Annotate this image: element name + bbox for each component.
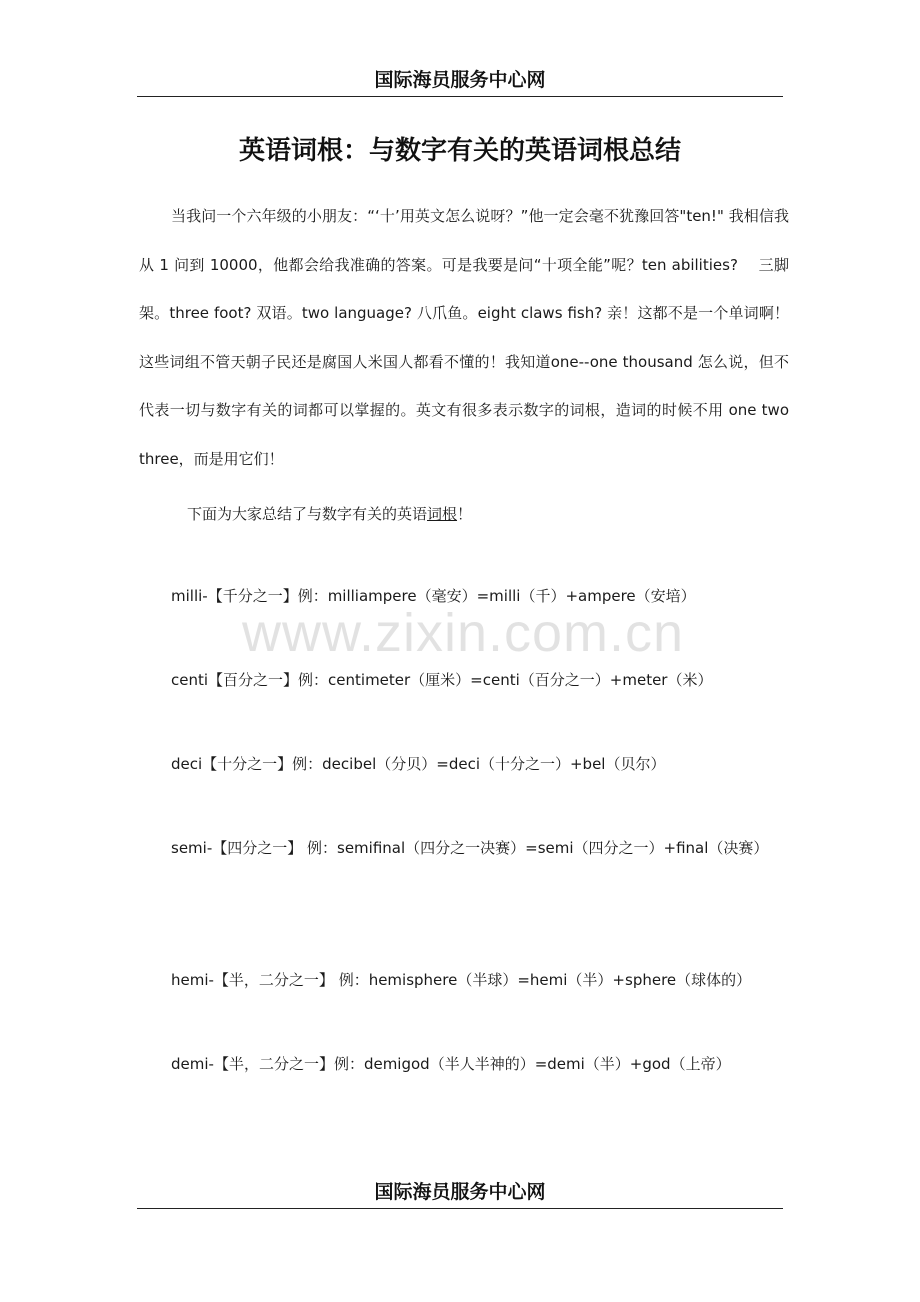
entry-centi: centi【百分之一】例：centimeter（厘米）=centi（百分之一）+meter（米） [171, 671, 713, 689]
entry-milli: milli-【千分之一】例：milliampere（毫安）=milli（千）+ampere（安培） [171, 587, 696, 605]
summary-prefix: 下面为大家总结了与数字有关的英语 [187, 505, 428, 523]
entry-deci: deci【十分之一】例：decibel（分贝）=deci（十分之一）+bel（贝尔） [171, 755, 666, 773]
summary-suffix: ！ [457, 505, 473, 523]
page-header [137, 66, 783, 97]
entry-demi: demi-【半，二分之一】例：demigod（半人半神的）=demi（半）+god（上帝） [171, 1055, 731, 1073]
summary-link-word[interactable]: 词根 [427, 505, 458, 523]
intro-paragraph: 当我问一个六年级的小朋友：“‘十’用英文怎么说呀？”他一定会毫不犹豫回答"ten!" 我相信我从 1 问到 10000，他都会给我准确的答案。可是我要是问“十项全能”呢？ten abilities? 三脚架。three foot? 双语。two language? 八爪鱼。eight claws fish? 亲！这都不是一个单词啊！这些词组不管天朝子民还是腐国人米国人都看不懂的！我知道one--one thousand 怎么说，但不代表一切与数字有关的词都可以掌握的。英文有很多表示数字的词根，造词的时候不用 one two three，而是用它们！ [139, 207, 789, 468]
page-footer [137, 1178, 783, 1209]
footer-site-name: 国际海员服务中心网 [374, 1181, 546, 1203]
entry-hemi: hemi-【半，二分之一】 例：hemisphere（半球）=hemi（半）+sphere（球体的） [171, 971, 752, 989]
header-site-name: 国际海员服务中心网 [374, 69, 546, 91]
summary-line [187, 500, 472, 528]
watermark: www.zixin.com.cn [241, 603, 685, 663]
entry-semi: semi-【四分之一】 例：semifinal（四分之一决赛）=semi（四分之一）+final（决赛） [171, 839, 769, 857]
document-title: 英语词根：与数字有关的英语词根总结 [238, 136, 681, 166]
